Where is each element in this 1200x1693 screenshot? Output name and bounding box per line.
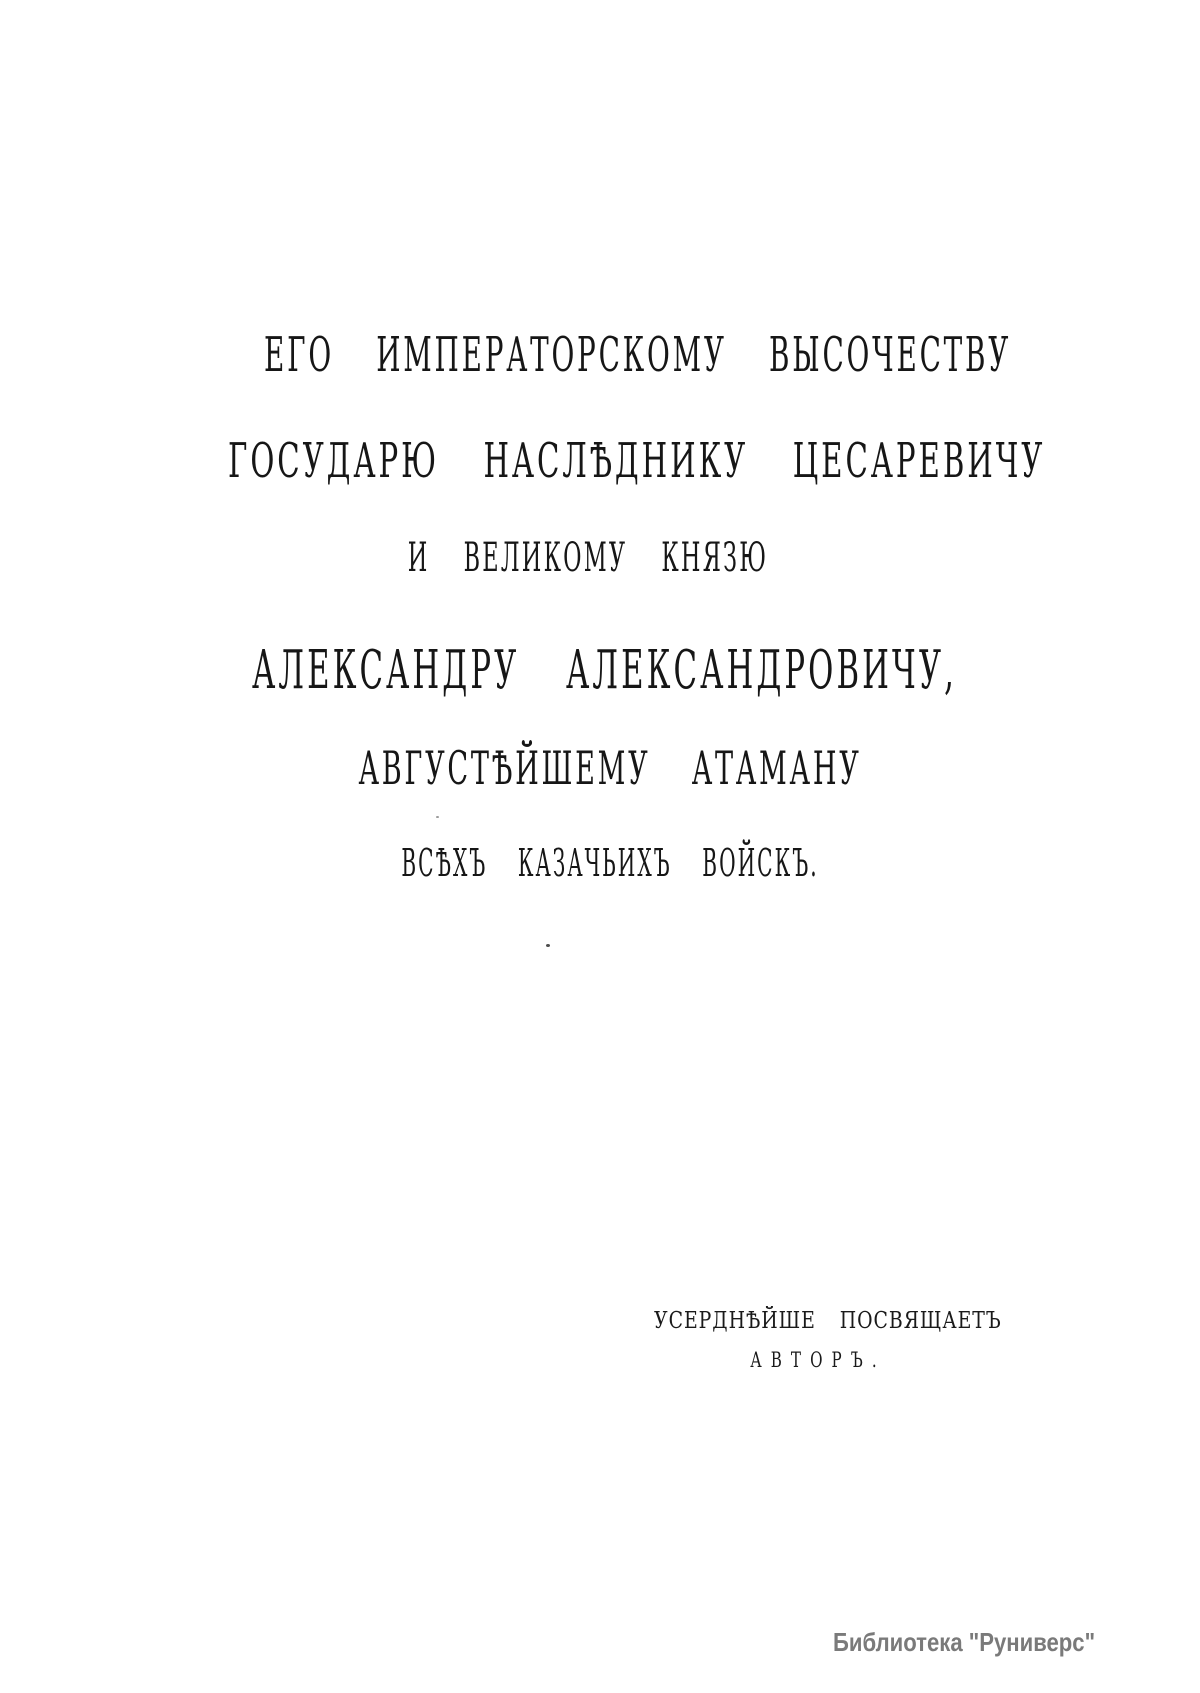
- signature-line-dedicates: УСЕРДНѢЙШЕ ПОСВЯЩАЕТЪ: [654, 1308, 1002, 1334]
- runivers-library-watermark: Библиотека "Руниверс": [833, 1627, 1096, 1657]
- dedication-line-sovereign-heir-tsesarevich: ГОСУДАРЮ НАСЛѢДНИКУ ЦЕСАРЕВИЧУ: [228, 433, 1046, 489]
- scan-speck: [546, 944, 550, 947]
- dedication-line-imperial-highness: ЕГО ИМПЕРАТОРСКОМУ ВЫСОЧЕСТВУ: [264, 327, 1012, 383]
- scan-speck: [436, 816, 439, 818]
- dedication-line-grand-duke: И ВЕЛИКОМУ КНЯЗЮ: [407, 535, 769, 581]
- signature-line-author: АВТОРЪ.: [750, 1348, 886, 1372]
- dedication-line-august-ataman: АВГУСТѢЙШЕМУ АТАМАНУ: [358, 741, 862, 795]
- dedication-line-alexander-alexandrovich: АЛЕКСАНДРУ АЛЕКСАНДРОВИЧУ,: [252, 640, 957, 701]
- dedication-line-cossack-hosts: ВСѢХЪ КАЗАЧЬИХЪ ВОЙСКЪ.: [401, 841, 819, 885]
